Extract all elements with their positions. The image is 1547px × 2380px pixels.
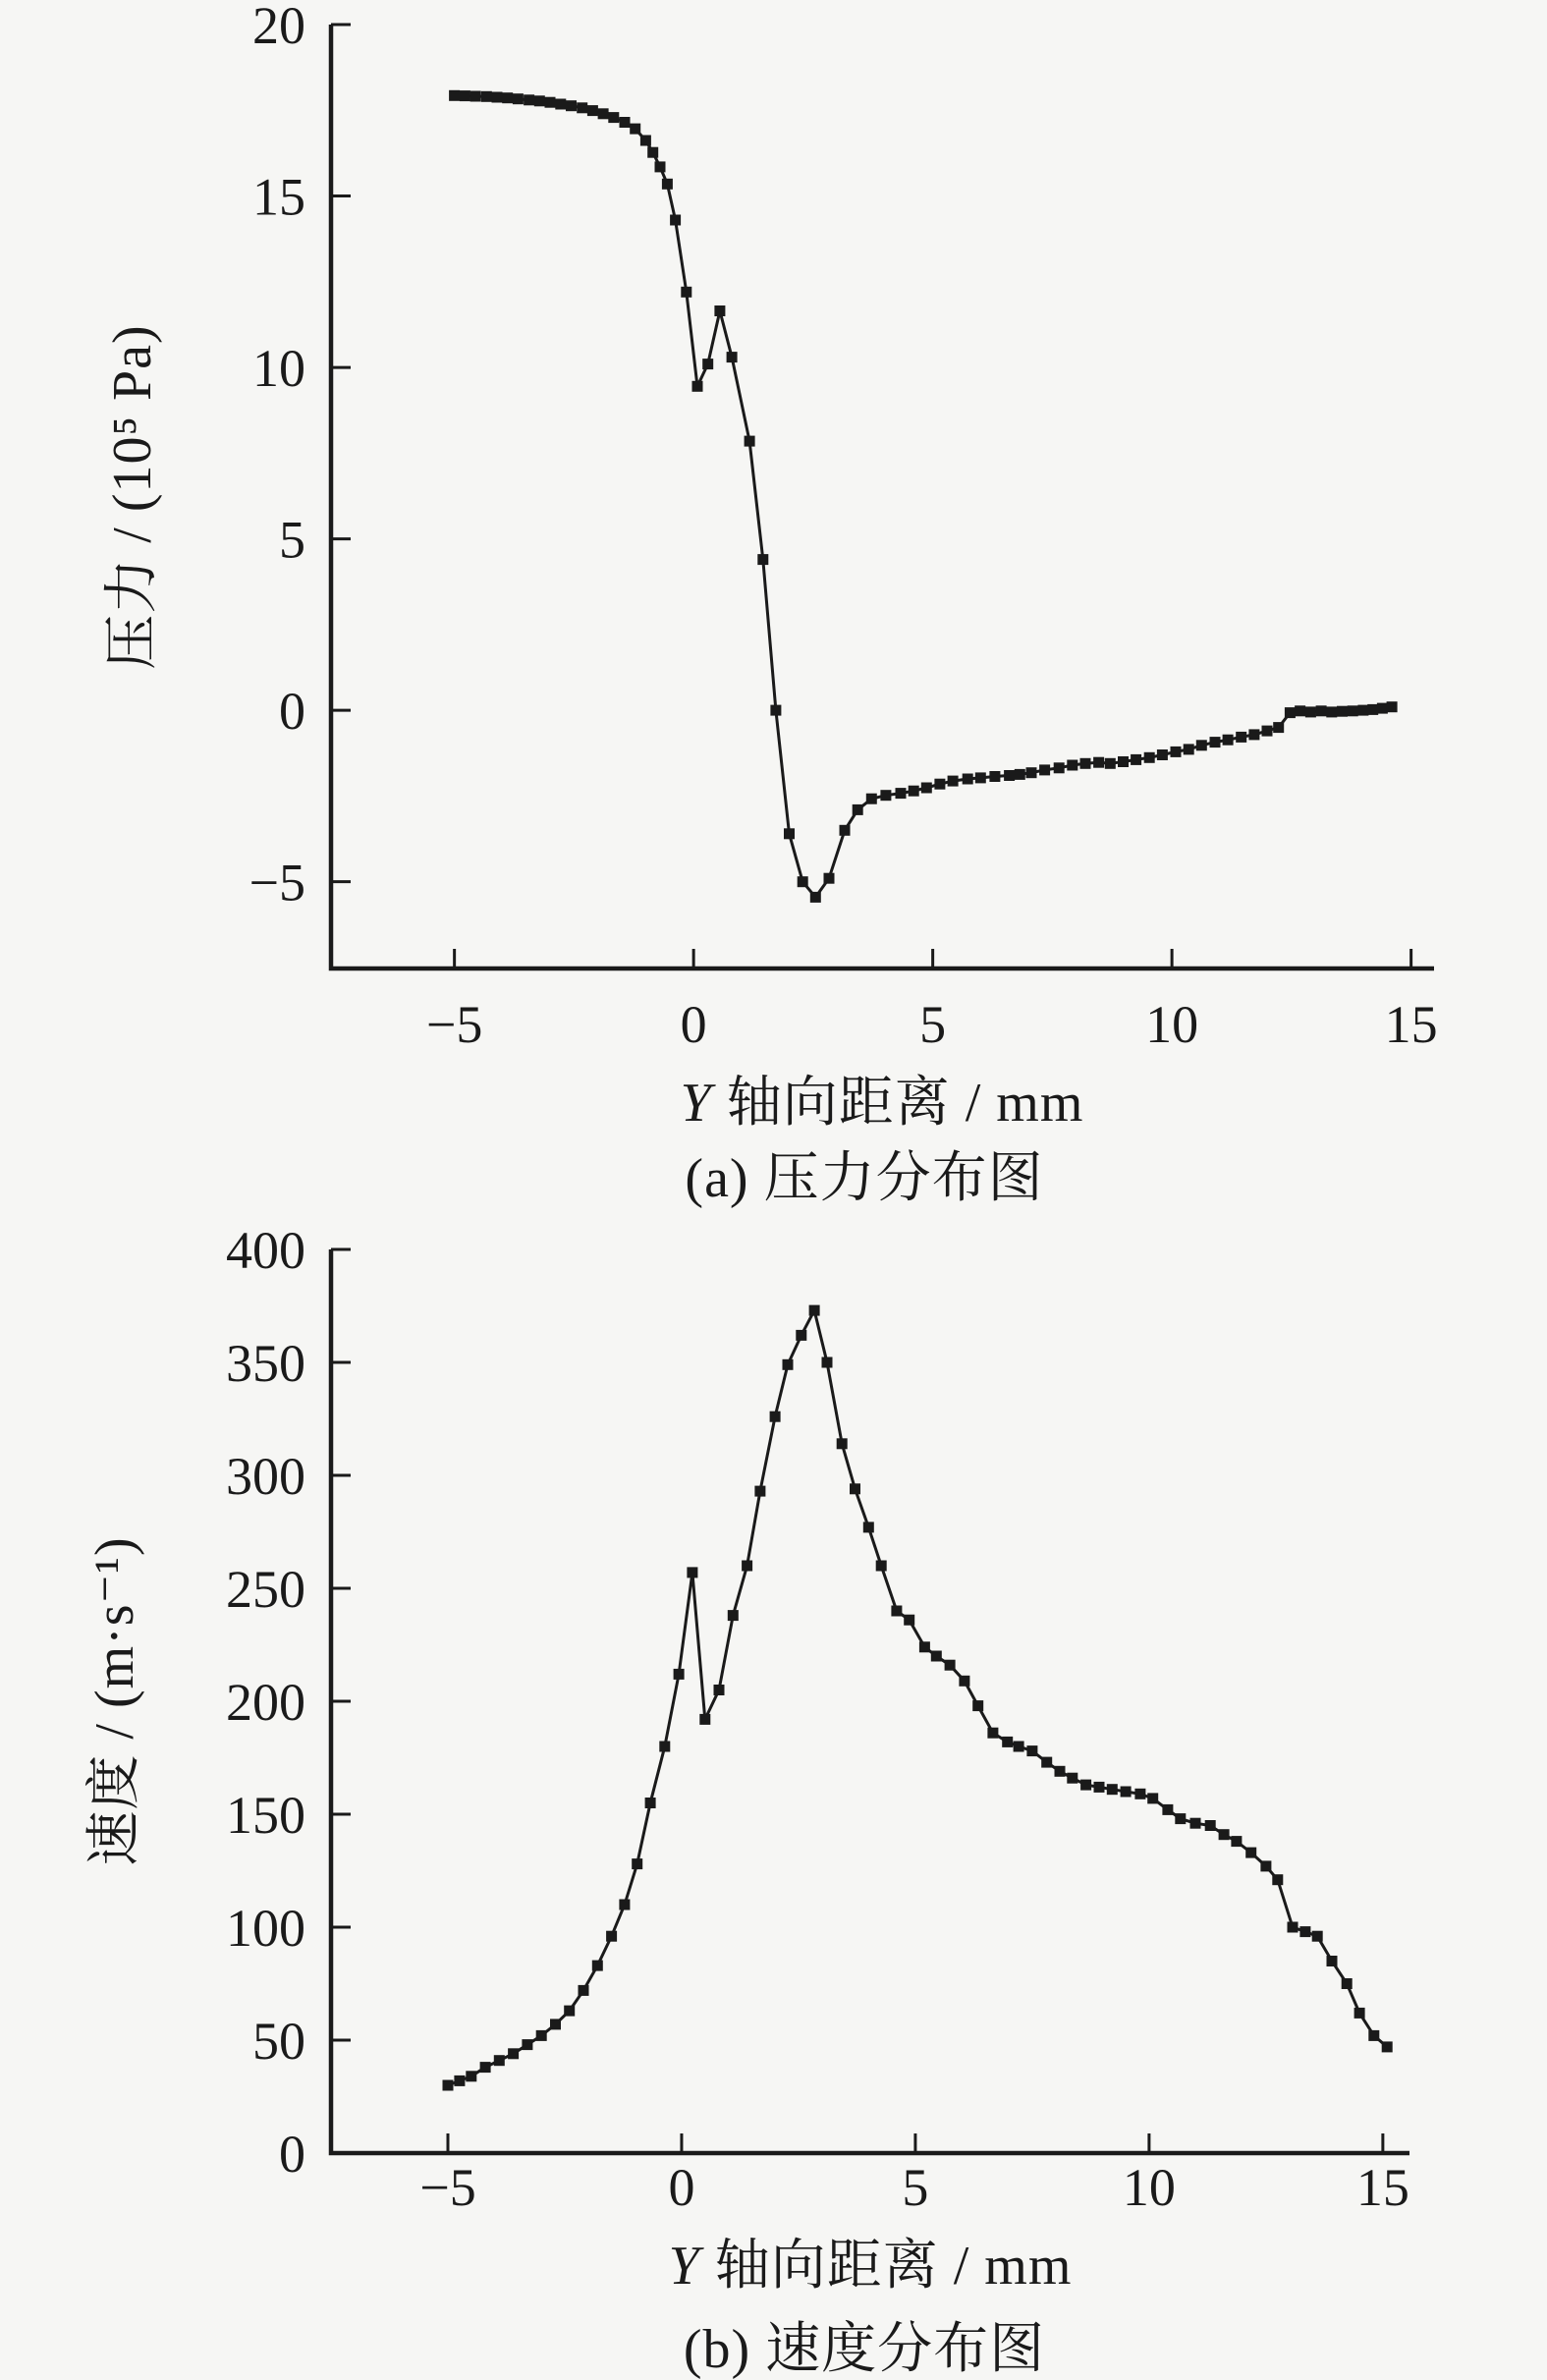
velocity-series-markers [443, 1305, 1393, 2091]
velocity-data-point [837, 1438, 848, 1449]
pressure-data-point [810, 892, 821, 903]
pressure-data-point [1015, 769, 1025, 780]
pressure-data-point [1326, 706, 1337, 717]
pressure-data-point [670, 215, 681, 226]
pressure-data-point [840, 825, 851, 836]
pressure-caption: (a) 压力分布图 [685, 1148, 1044, 1209]
velocity-data-point [1245, 1848, 1256, 1858]
pressure-data-point [524, 94, 534, 105]
pressure-data-point [1196, 740, 1207, 750]
velocity-data-point [987, 1728, 998, 1739]
velocity-axes [331, 1249, 1409, 2153]
pressure-data-point [640, 136, 651, 146]
velocity-y-tick-label: 100 [226, 1899, 305, 1958]
velocity-data-point [863, 1522, 874, 1532]
velocity-data-point [579, 1985, 589, 1996]
velocity-data-point [754, 1486, 765, 1497]
velocity-data-point [1026, 1745, 1037, 1756]
pressure-y-tick-label: 10 [252, 339, 305, 399]
velocity-data-point [919, 1641, 930, 1652]
velocity-x-tick-label: −5 [419, 2158, 476, 2217]
velocity-data-point [659, 1742, 670, 1752]
velocity-y-tick-label: 50 [252, 2012, 305, 2071]
pressure-data-point [1210, 737, 1221, 747]
velocity-data-point [796, 1330, 806, 1341]
pressure-series-line [455, 95, 1393, 897]
velocity-data-point [536, 2030, 547, 2041]
velocity-data-point [454, 2076, 465, 2086]
velocity-data-point [1299, 1926, 1310, 1937]
velocity-data-point [1041, 1757, 1052, 1768]
velocity-y-tick-label: 300 [226, 1447, 305, 1506]
pressure-data-point [1157, 749, 1168, 760]
pressure-data-point [1248, 729, 1259, 740]
velocity-y-tick-label: 0 [279, 2125, 305, 2184]
velocity-data-point [1014, 1742, 1024, 1752]
pressure-data-point [587, 105, 598, 116]
pressure-data-point [757, 554, 768, 565]
pressure-data-point [620, 117, 631, 128]
velocity-data-point [494, 2055, 505, 2066]
velocity-data-point [931, 1651, 942, 1662]
velocity-data-point [606, 1931, 617, 1942]
pressure-data-point [824, 873, 835, 884]
velocity-data-point [1002, 1737, 1013, 1747]
pressure-data-point [545, 97, 556, 108]
pressure-y-tick-label: 0 [279, 682, 305, 742]
pressure-data-point [1285, 707, 1296, 718]
velocity-data-point [891, 1606, 902, 1617]
pressure-data-point [880, 790, 891, 801]
pressure-data-point [866, 794, 877, 804]
pressure-series-markers [449, 90, 1398, 903]
velocity-y-tick-label: 150 [226, 1786, 305, 1845]
axis-label-part: Y [668, 2236, 700, 2297]
velocity-data-point [480, 2062, 491, 2073]
pressure-y-tick-label: 20 [252, 0, 305, 55]
velocity-caption: (b) 速度分布图 [683, 2319, 1046, 2380]
velocity-y-axis-label: 速度 / (m·s⁻¹) [84, 1536, 145, 1866]
velocity-data-point [822, 1357, 833, 1368]
pressure-data-point [1184, 744, 1194, 754]
pressure-data-point [662, 179, 673, 190]
pressure-data-point [1054, 762, 1065, 773]
velocity-data-point [1327, 1956, 1338, 1966]
velocity-data-point [1162, 1804, 1173, 1815]
pressure-data-point [1357, 705, 1368, 716]
pressure-data-point [577, 102, 587, 113]
pressure-data-point [853, 804, 863, 815]
pressure-data-point [630, 124, 640, 135]
pressure-data-point [1305, 706, 1316, 717]
axis-label-part: 轴向距离 / mm [711, 1073, 1084, 1134]
pressure-data-point [1080, 758, 1091, 769]
velocity-y-tick-label: 200 [226, 1673, 305, 1732]
pressure-data-point [1105, 758, 1116, 769]
pressure-data-point [608, 112, 619, 123]
velocity-data-point [1121, 1787, 1132, 1798]
pressure-data-point [1262, 726, 1273, 737]
velocity-data-point [1147, 1793, 1158, 1803]
pressure-data-point [714, 305, 725, 316]
pressure-data-point [1171, 747, 1182, 757]
velocity-data-point [1272, 1874, 1283, 1885]
velocity-data-point [904, 1615, 914, 1626]
pressure-y-tick-label: 15 [252, 167, 305, 227]
pressure-data-point [566, 100, 577, 111]
velocity-data-point [1312, 1931, 1323, 1942]
velocity-x-axis-label [669, 2222, 1073, 2300]
pressure-data-point [1039, 764, 1050, 775]
pressure-data-point [1144, 752, 1155, 763]
velocity-data-point [728, 1610, 739, 1621]
velocity-data-point [1080, 1780, 1091, 1791]
pressure-data-point [1236, 732, 1246, 743]
velocity-data-point [645, 1798, 656, 1808]
velocity-data-point [850, 1483, 860, 1494]
pressure-data-point [921, 783, 932, 794]
pressure-x-tick-label: 5 [919, 995, 947, 1054]
pressure-y-tick-label: −5 [249, 853, 305, 913]
velocity-data-point [1382, 2041, 1393, 2052]
velocity-data-point [699, 1714, 710, 1725]
velocity-data-point [466, 2071, 476, 2081]
pressure-x-axis-label [681, 1059, 1084, 1137]
pressure-data-point [1337, 706, 1348, 717]
velocity-data-point [1231, 1836, 1242, 1847]
velocity-x-tick-label: 15 [1355, 2158, 1409, 2217]
velocity-data-point [443, 2080, 454, 2091]
pressure-data-point [1316, 705, 1327, 716]
velocity-series-line [448, 1310, 1387, 2085]
velocity-x-tick-label: 5 [902, 2158, 929, 2217]
velocity-data-point [876, 1561, 887, 1572]
velocity-data-point [783, 1359, 794, 1370]
pressure-data-point [989, 771, 1000, 782]
pressure-data-point [470, 91, 481, 102]
velocity-data-point [687, 1567, 697, 1577]
pressure-data-point [1387, 701, 1398, 712]
pressure-data-point [1273, 722, 1284, 733]
pressure-tick-labels [249, 0, 1438, 1054]
pressure-data-point [727, 352, 738, 362]
pressure-data-point [534, 95, 545, 106]
velocity-data-point [1190, 1818, 1201, 1829]
pressure-data-point [934, 779, 945, 790]
pressure-data-point [1118, 756, 1129, 767]
velocity-data-point [742, 1561, 752, 1572]
velocity-data-point [1368, 2030, 1379, 2041]
pressure-x-tick-label: 15 [1384, 995, 1438, 1054]
velocity-data-point [1134, 1789, 1145, 1799]
pressure-data-point [784, 828, 795, 839]
velocity-data-point [1354, 2008, 1365, 2019]
pressure-data-point [798, 876, 808, 887]
pressure-data-point [449, 90, 460, 101]
velocity-data-point [508, 2048, 519, 2059]
velocity-data-point [972, 1700, 983, 1711]
pressure-x-tick-label: 0 [680, 995, 707, 1054]
velocity-tick-labels [226, 1221, 1409, 2217]
pressure-data-point [460, 90, 470, 101]
velocity-data-point [1055, 1766, 1066, 1777]
velocity-data-point [770, 1411, 781, 1422]
velocity-data-point [1219, 1829, 1230, 1840]
pressure-x-tick-label: 10 [1145, 995, 1199, 1054]
velocity-data-point [809, 1305, 820, 1316]
velocity-chart [0, 1218, 1547, 2380]
velocity-data-point [1107, 1784, 1118, 1795]
pressure-data-point [1067, 760, 1077, 771]
velocity-y-tick-label: 250 [226, 1560, 305, 1619]
velocity-ticks [331, 1249, 1383, 2153]
pressure-data-point [1367, 704, 1378, 715]
pressure-data-point [975, 772, 986, 783]
velocity-data-point [564, 2006, 575, 2017]
velocity-data-point [1175, 1813, 1186, 1824]
pressure-data-point [745, 436, 755, 447]
velocity-data-point [632, 1858, 642, 1869]
pressure-data-point [655, 161, 666, 172]
pressure-data-point [481, 91, 492, 102]
pressure-data-point [1223, 735, 1234, 746]
velocity-data-point [1288, 1922, 1298, 1933]
velocity-data-point [959, 1676, 969, 1687]
velocity-data-point [1342, 1978, 1353, 1989]
pressure-data-point [770, 705, 781, 716]
velocity-data-point [522, 2039, 532, 2050]
axis-label-part: 轴向距离 / mm [699, 2236, 1073, 2297]
velocity-data-point [1205, 1820, 1216, 1831]
pressure-data-point [909, 786, 919, 797]
pressure-axes [331, 25, 1434, 969]
pressure-data-point [896, 788, 907, 799]
pressure-data-point [513, 93, 524, 104]
pressure-data-point [1131, 754, 1141, 765]
pressure-data-point [555, 99, 566, 110]
velocity-data-point [945, 1660, 956, 1671]
pressure-x-tick-label: −5 [425, 995, 483, 1054]
pressure-data-point [1093, 757, 1104, 768]
pressure-data-point [1026, 767, 1037, 778]
pressure-data-point [702, 359, 713, 369]
velocity-data-point [619, 1900, 630, 1910]
pressure-data-point [598, 108, 609, 119]
axis-label-part: Y [680, 1073, 712, 1134]
pressure-data-point [963, 774, 973, 785]
velocity-data-point [550, 2019, 561, 2029]
pressure-data-point [1004, 770, 1015, 781]
velocity-data-point [592, 1961, 603, 1971]
velocity-x-tick-label: 10 [1122, 2158, 1176, 2217]
velocity-y-tick-label: 400 [226, 1221, 305, 1280]
pressure-data-point [502, 92, 513, 103]
pressure-y-tick-label: 5 [279, 510, 305, 570]
pressure-data-point [492, 92, 503, 103]
velocity-x-tick-label: 0 [668, 2158, 695, 2217]
velocity-data-point [1067, 1773, 1077, 1784]
pressure-data-point [681, 287, 691, 298]
pressure-data-point [1295, 705, 1305, 716]
pressure-data-point [647, 147, 658, 158]
pressure-data-point [692, 381, 703, 392]
velocity-data-point [714, 1685, 725, 1695]
pressure-ticks [331, 25, 1411, 969]
velocity-data-point [674, 1669, 685, 1680]
pressure-y-axis-label: 压力 / (10⁵ Pa) [102, 324, 163, 670]
velocity-data-point [1094, 1782, 1105, 1793]
pressure-data-point [948, 776, 959, 787]
pressure-data-point [1377, 703, 1388, 714]
velocity-data-point [1260, 1860, 1271, 1871]
velocity-y-tick-label: 350 [226, 1334, 305, 1393]
pressure-data-point [1348, 705, 1358, 716]
